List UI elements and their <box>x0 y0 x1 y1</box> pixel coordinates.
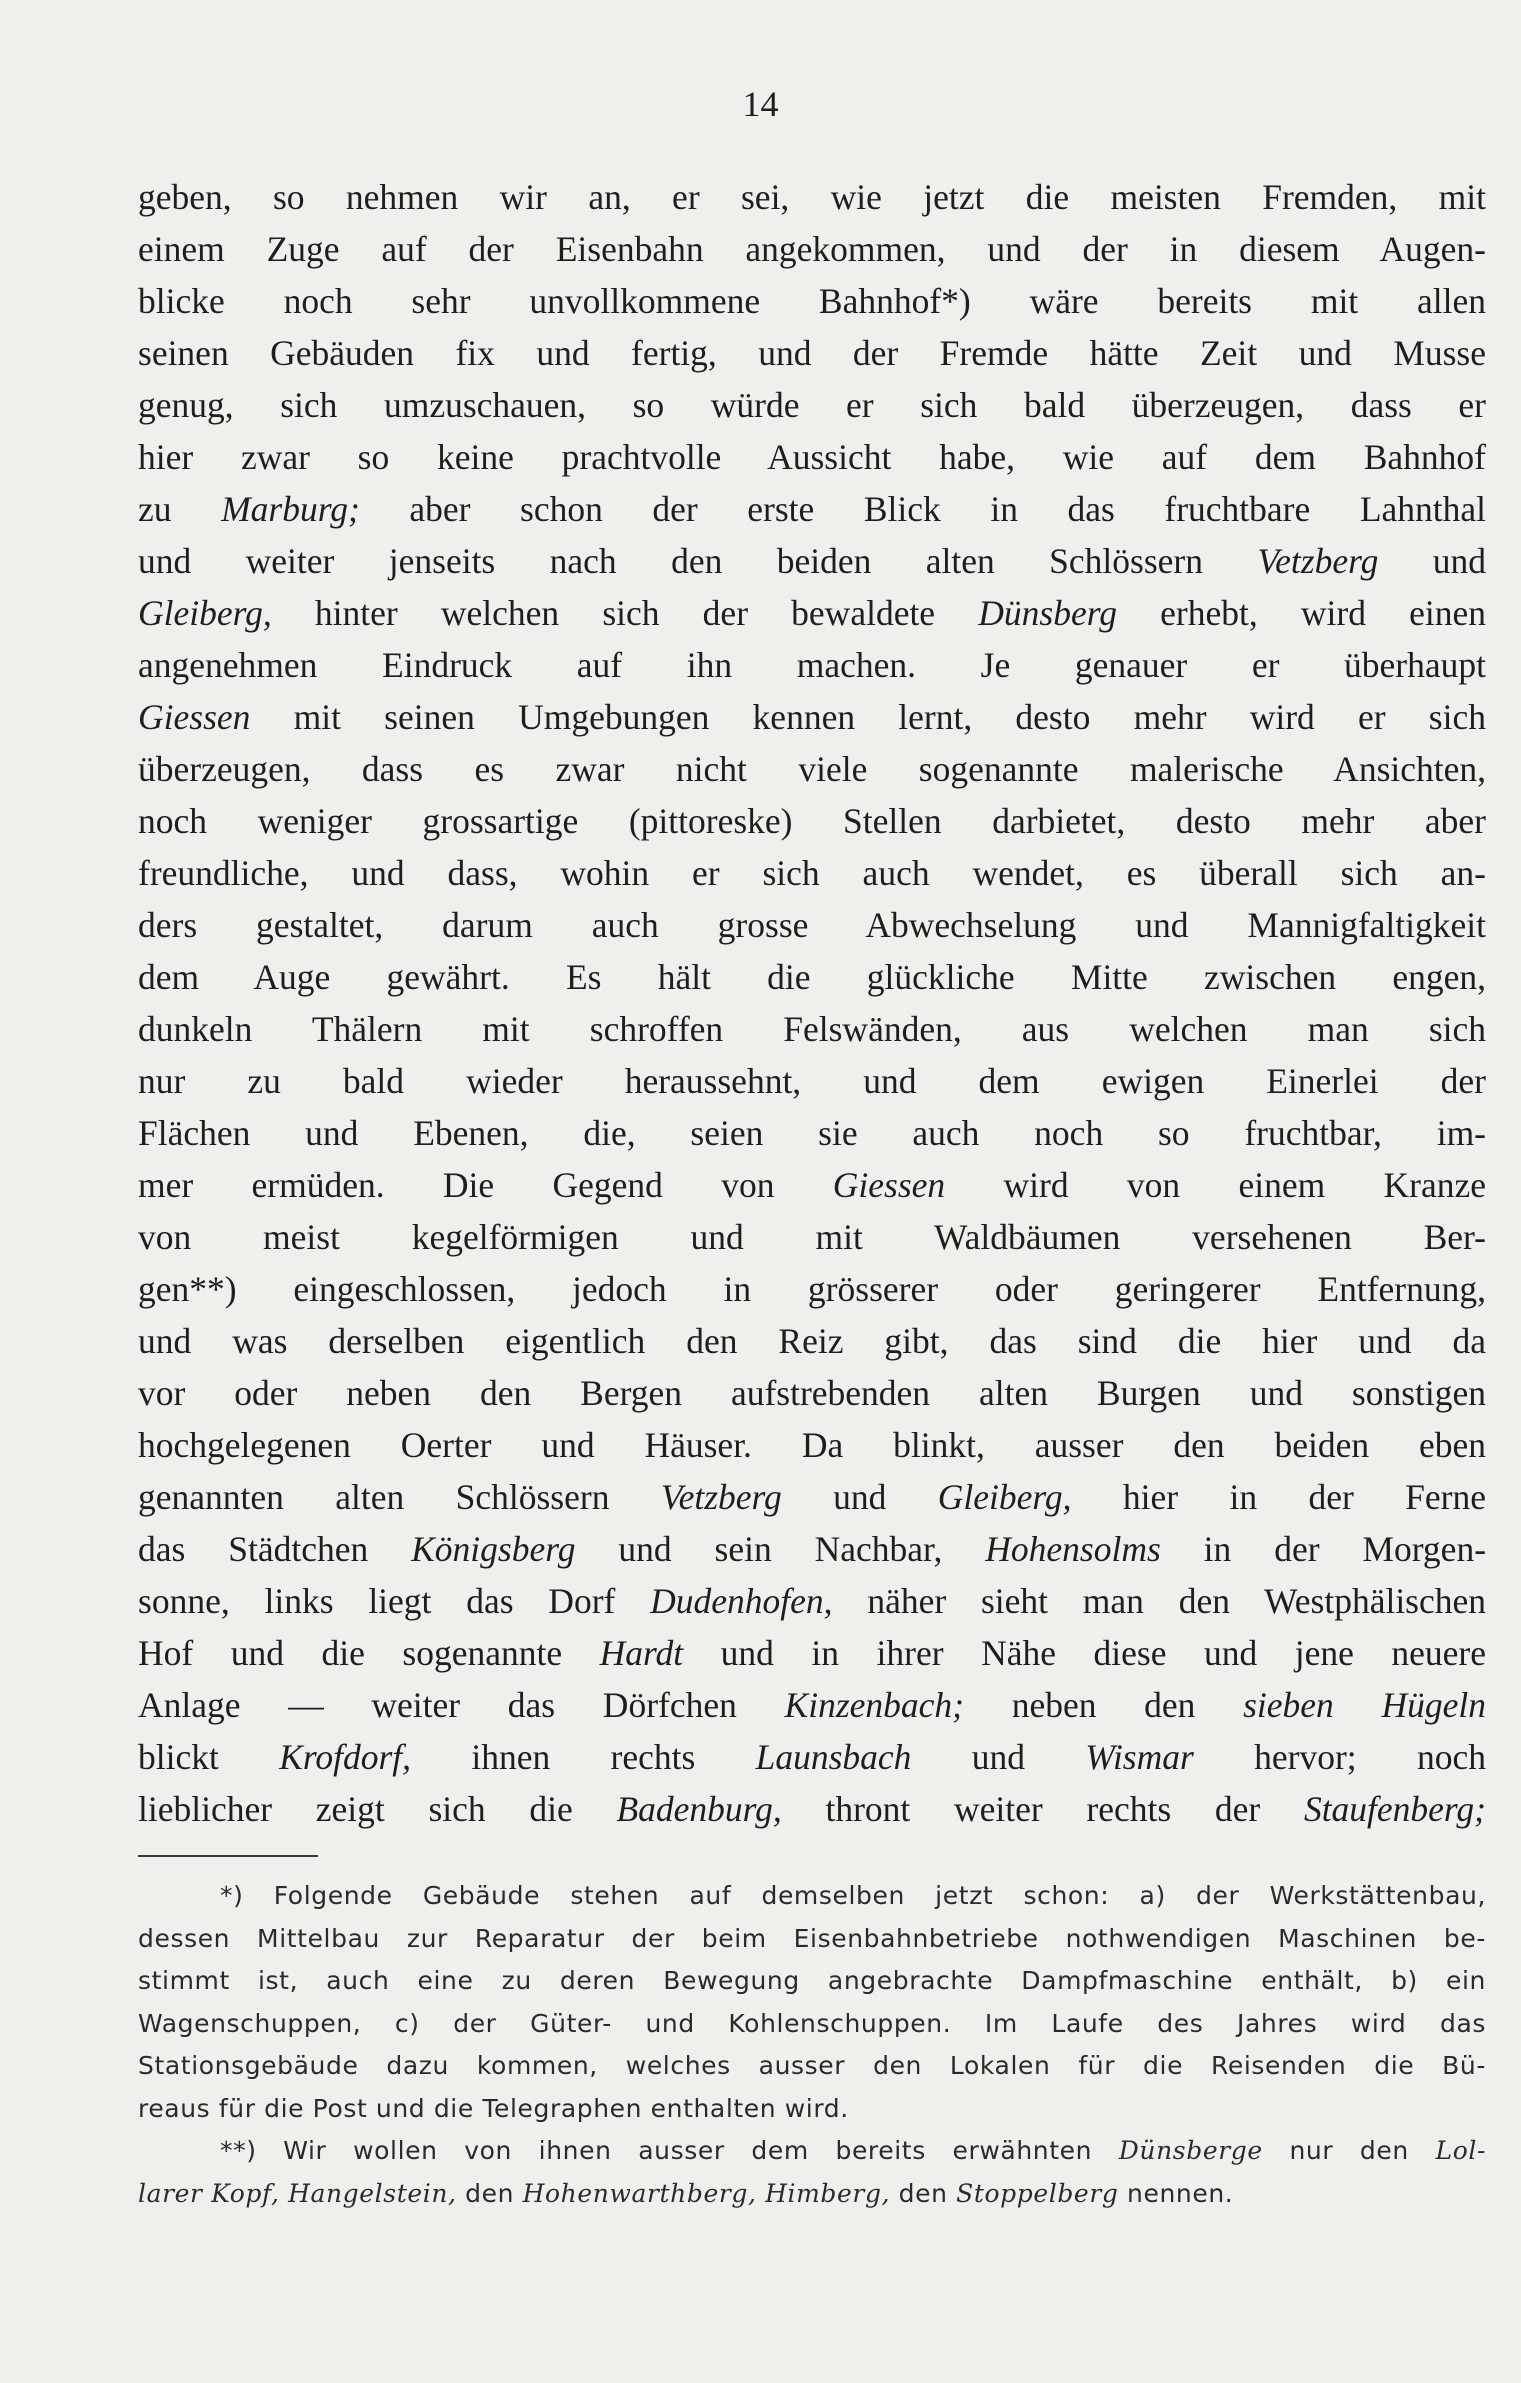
text-run: blickt <box>138 1737 280 1777</box>
place-name-hohensolms: Hohensolms <box>985 1529 1161 1569</box>
text-run: das Städtchen <box>138 1529 412 1569</box>
text-run: hier in der Ferne <box>1071 1477 1486 1517</box>
place-name-sieben-huegeln: sieben Hügeln <box>1243 1685 1487 1725</box>
text-line: hochgelegenen Oerter und Häuser. Da blinkt, ausser den beiden eben <box>138 1425 1486 1465</box>
text-line <box>138 1471 1486 1523</box>
text-line: und was derselben eigentlich den Reiz gibt, das sind die hier und da <box>138 1321 1486 1361</box>
footnotes <box>138 1875 1486 2215</box>
footnote-line: Wagenschuppen, c) der Güter- und Kohlenschuppen. Im Laufe des Jahres wird das <box>138 2008 1486 2038</box>
footnote-line: *) Folgende Gebäude stehen auf demselben jetzt schon: a) der Werkstättenbau, <box>220 1881 1486 1910</box>
footnote-line: stimmt ist, auch eine zu deren Bewegung angebrachte Dampfmaschine enthält, b) ein <box>138 1966 1486 1995</box>
text-run: und in ihrer Nähe diese und jene neuere <box>683 1633 1486 1673</box>
text-run: und sein Nachbar, <box>575 1529 986 1569</box>
text-line <box>138 483 1486 535</box>
text-line: vor oder neben den Bergen aufstrebenden alten Burgen und sonstigen <box>138 1373 1486 1413</box>
text-run: mit seinen Umgebungen kennen lernt, desto mehr wird er sich <box>250 697 1486 737</box>
text-line: hier zwar so keine prachtvolle Aussicht habe, wie auf dem Bahnhof <box>138 437 1486 477</box>
text-line: dunkeln Thälern mit schroffen Felswänden, aus welchen man sich <box>138 1009 1486 1049</box>
place-name-himberg: Himberg, <box>765 2178 891 2208</box>
text-line: einem Zuge auf der Eisenbahn angekommen, und der in diesem Augen- <box>138 229 1486 269</box>
text-line: von meist kegelförmigen und mit Waldbäumen versehenen Ber- <box>138 1217 1486 1257</box>
text-run: und <box>781 1477 938 1517</box>
text-run: und <box>1378 541 1486 581</box>
text-line <box>138 1679 1486 1731</box>
text-line <box>138 587 1486 639</box>
text-line: genug, sich umzuschauen, so würde er sich bald überzeugen, dass er <box>138 385 1486 425</box>
text-line <box>138 691 1486 743</box>
text-run: den <box>456 2178 523 2208</box>
text-run: näher sieht man den Westphälischen <box>832 1581 1487 1621</box>
place-name-stoppelberg: Stoppelberg <box>956 2178 1119 2208</box>
text-run: wird von einem Kranze <box>945 1165 1487 1205</box>
place-name-duensberge: Dünsberge <box>1118 2136 1263 2165</box>
text-run: nur den <box>1262 2136 1436 2165</box>
text-line <box>138 1627 1486 1679</box>
text-run: den <box>890 2178 957 2208</box>
text-line: nur zu bald wieder heraussehnt, und dem ewigen Einerlei der <box>138 1061 1486 1101</box>
text-run: sonne, links liegt das Dorf <box>138 1581 651 1621</box>
text-line: Flächen und Ebenen, die, seien sie auch noch so fruchtbar, im- <box>138 1113 1486 1153</box>
text-line <box>138 1783 1486 1835</box>
text-run: nennen. <box>1118 2178 1234 2208</box>
place-name-lollarer-kopf-part: Lol- <box>1435 2136 1486 2165</box>
text-run: und <box>911 1737 1086 1777</box>
place-name-vetzberg: Vetzberg <box>1257 541 1379 581</box>
text-run: mer ermüden. Die Gegend von <box>138 1165 833 1205</box>
page-number: 14 <box>742 84 779 124</box>
text-run: aber schon der erste Blick in das fruchtbare Lahnthal <box>359 489 1486 529</box>
text-run: ihnen rechts <box>411 1737 756 1777</box>
footnote-line <box>138 2173 1486 2216</box>
text-run <box>280 2179 289 2208</box>
text-line: freundliche, und dass, wohin er sich auch wendet, es überall sich an- <box>138 853 1486 893</box>
text-run: zu <box>138 489 222 529</box>
place-name-hohenwarthberg: Hohenwarthberg, <box>522 2178 757 2208</box>
text-line <box>138 1731 1486 1783</box>
place-name-krofdorf: Krofdorf, <box>279 1737 412 1777</box>
text-run <box>757 2179 766 2208</box>
place-name-gleiberg: Gleiberg, <box>138 593 272 633</box>
text-run: lieblicher zeigt sich die <box>138 1789 617 1829</box>
text-line <box>138 535 1486 587</box>
text-run: Anlage — weiter das Dörfchen <box>138 1685 785 1725</box>
text-run: in der Morgen- <box>1160 1529 1487 1569</box>
text-line: blicke noch sehr unvollkommene Bahnhof*) wäre bereits mit allen <box>138 281 1486 321</box>
text-line <box>138 1575 1486 1627</box>
footnote-line: reaus für die Post und die Telegraphen enthalten wird. <box>138 2093 849 2123</box>
text-line: dem Auge gewährt. Es hält die glückliche Mitte zwischen engen, <box>138 957 1486 997</box>
place-name-kinzenbach: Kinzenbach; <box>784 1685 964 1725</box>
text-run: erhebt, wird einen <box>1116 593 1486 633</box>
place-name-wismar: Wismar <box>1085 1737 1194 1777</box>
text-line: überzeugen, dass es zwar nicht viele sogenannte malerische Ansichten, <box>138 749 1486 789</box>
place-name-hardt: Hardt <box>599 1633 684 1673</box>
place-name-giessen: Giessen <box>832 1165 946 1205</box>
place-name-giessen: Giessen <box>138 697 251 737</box>
footnote-line: dessen Mittelbau zur Reparatur der beim Eisenbahnbetriebe nothwendigen Maschinen be- <box>138 1923 1486 1953</box>
place-name-launsbach: Launsbach <box>755 1737 912 1777</box>
place-name-marburg: Marburg; <box>221 489 360 529</box>
text-run: thront weiter rechts der <box>781 1789 1304 1829</box>
text-line: gen**) eingeschlossen, jedoch in grösserer oder geringerer Entfernung, <box>138 1269 1486 1309</box>
text-line <box>138 1523 1486 1575</box>
place-name-gleiberg: Gleiberg, <box>937 1477 1072 1517</box>
text-run: neben den <box>964 1685 1244 1725</box>
place-name-lollarer-kopf: larer Kopf, <box>138 2178 280 2208</box>
text-run: Hof und die sogenannte <box>138 1633 600 1673</box>
text-run: hinter welchen sich der bewaldete <box>271 593 979 633</box>
text-run: und weiter jenseits nach den beiden alten Schlössern <box>138 541 1258 581</box>
place-name-badenburg: Badenburg, <box>616 1789 782 1829</box>
place-name-koenigsberg: Königsberg <box>411 1529 576 1569</box>
place-name-staufenberg: Staufenberg; <box>1303 1789 1486 1829</box>
text-run: **) Wir wollen von ihnen ausser dem bereits erwähnten <box>220 2136 1119 2165</box>
text-run: genannten alten Schlössern <box>138 1477 661 1517</box>
text-run: hervor; noch <box>1193 1737 1486 1777</box>
text-line: noch weniger grossartige (pittoreske) Stellen darbietet, desto mehr aber <box>138 801 1486 841</box>
text-line: geben, so nehmen wir an, er sei, wie jetzt die meisten Fremden, mit <box>138 177 1486 217</box>
text-line: angenehmen Eindruck auf ihn machen. Je genauer er überhaupt <box>138 645 1486 685</box>
text-line: ders gestaltet, darum auch grosse Abwechselung und Mannigfaltigkeit <box>138 905 1486 945</box>
text-line <box>138 1159 1486 1211</box>
place-name-vetzberg: Vetzberg <box>660 1477 782 1517</box>
place-name-hangelstein: Hangelstein, <box>288 2178 457 2208</box>
text-line: seinen Gebäuden fix und fertig, und der Fremde hätte Zeit und Musse <box>138 333 1486 373</box>
place-name-dudenhofen: Dudenhofen, <box>650 1581 833 1621</box>
place-name-duensberg: Dünsberg <box>978 593 1117 633</box>
footnote-line <box>138 2130 1486 2173</box>
body-text <box>138 171 1486 1835</box>
footnote-line: Stationsgebäude dazu kommen, welches ausser den Lokalen für die Reisenden die Bü- <box>138 2051 1486 2080</box>
footnote-divider <box>138 1855 318 1857</box>
